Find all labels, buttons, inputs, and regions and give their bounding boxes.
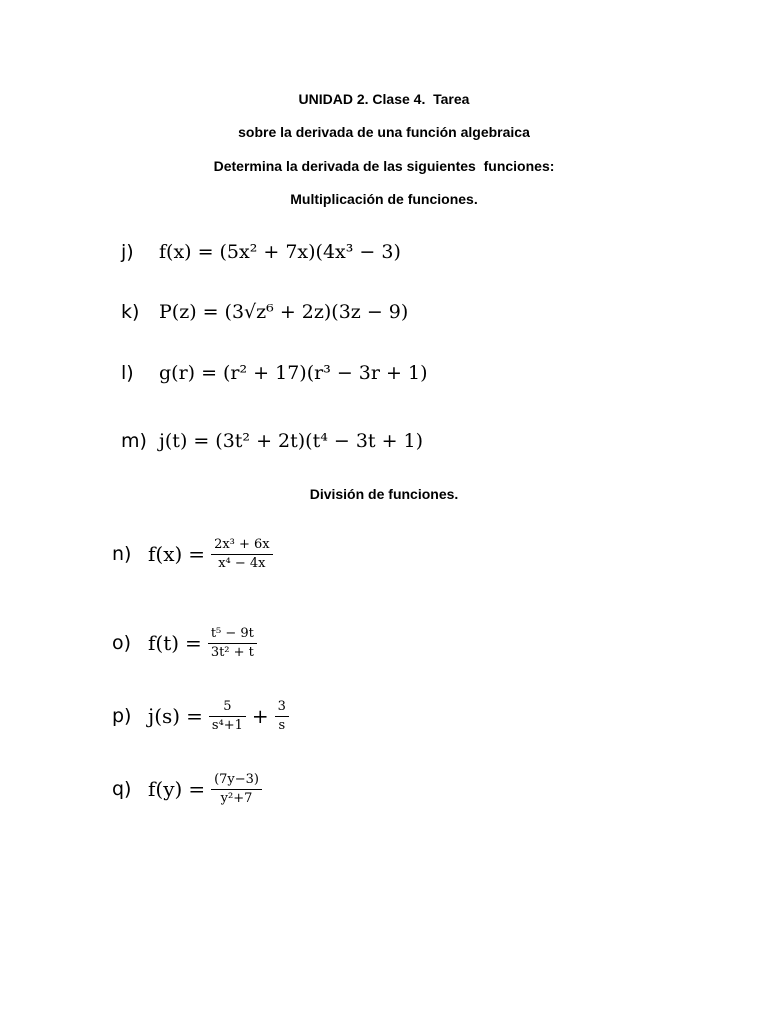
problem-label: n) xyxy=(112,543,132,565)
function-expression: (3√z⁶ + 2z)(3z − 9) xyxy=(224,301,409,323)
problem-label: k) xyxy=(121,301,140,323)
fraction-denominator: x⁴ − 4x xyxy=(218,555,266,571)
document-title: UNIDAD 2. Clase 4. Tarea xyxy=(298,91,470,107)
fraction-numerator: 3 xyxy=(277,698,286,714)
fraction-term-1 xyxy=(209,699,246,734)
problem-label: l) xyxy=(121,362,134,384)
function-expression: (3t² + 2t)(t⁴ − 3t + 1) xyxy=(215,430,424,452)
equation: f(y) = $\frac{(7y-3)}{\text{y²+7}}$ xyxy=(148,767,262,811)
fraction-denominator: s xyxy=(278,717,286,733)
equation: f(t) = $\frac{\text{t⁵ − 9t}}{\text{3t² + t}}$ xyxy=(148,621,257,665)
function-lhs: P(z) xyxy=(159,301,197,323)
fraction xyxy=(208,626,257,661)
function-lhs: f(x) xyxy=(159,241,192,263)
problem-label: p) xyxy=(112,705,132,727)
fraction-numerator: t⁵ − 9t xyxy=(210,625,254,641)
function-lhs: j(s) xyxy=(148,704,181,728)
problem-label: o) xyxy=(112,632,132,654)
function-lhs: g(r) xyxy=(159,362,196,384)
function-lhs: f(y) xyxy=(148,777,183,801)
fraction-numerator: (7y−3) xyxy=(214,771,260,787)
plus-operator: + xyxy=(251,704,269,728)
fraction-term-2 xyxy=(275,699,289,734)
equation: j(s) = $\frac{5}{\text{s⁴+1}}$ + $\frac{3}{s}$ xyxy=(148,694,289,738)
function-lhs: f(t) xyxy=(148,631,180,655)
fraction xyxy=(211,537,273,572)
fraction-denominator: y²+7 xyxy=(220,790,253,806)
instruction-text: Determina la derivada de las siguientes funciones: xyxy=(213,158,555,174)
document-subtitle: sobre la derivada de una función algebraica xyxy=(238,124,530,140)
fraction-denominator: s⁴+1 xyxy=(211,717,243,733)
function-expression: (5x² + 7x)(4x³ − 3) xyxy=(219,241,401,263)
function-lhs: j(t) xyxy=(159,430,188,452)
equation: j(t) = (3t² + 2t)(t⁴ − 3t + 1) xyxy=(159,421,423,461)
equation: f(x) = (5x² + 7x)(4x³ − 3) xyxy=(159,232,401,272)
problem-label: m) xyxy=(121,430,147,452)
problem-label: j) xyxy=(121,241,134,263)
fraction-denominator: 3t² + t xyxy=(210,644,254,660)
function-expression: (r² + 17)(r³ − 3r + 1) xyxy=(223,362,428,384)
problem-label: q) xyxy=(112,778,132,800)
equation: P(z) = (3√z⁶ + 2z)(3z − 9) xyxy=(159,292,408,332)
section-title-division: División de funciones. xyxy=(309,486,459,502)
fraction xyxy=(211,772,262,807)
equation: f(x) = $\frac{\text{2x³ + 6x}}{\text{x⁴ − 4x}}$ xyxy=(148,532,273,576)
section-title-multiplication: Multiplicación de funciones. xyxy=(290,191,478,207)
equation: g(r) = (r² + 17)(r³ − 3r + 1) xyxy=(159,353,427,393)
function-lhs: f(x) xyxy=(148,542,183,566)
fraction-numerator: 2x³ + 6x xyxy=(214,536,270,552)
fraction-numerator: 5 xyxy=(223,698,232,714)
